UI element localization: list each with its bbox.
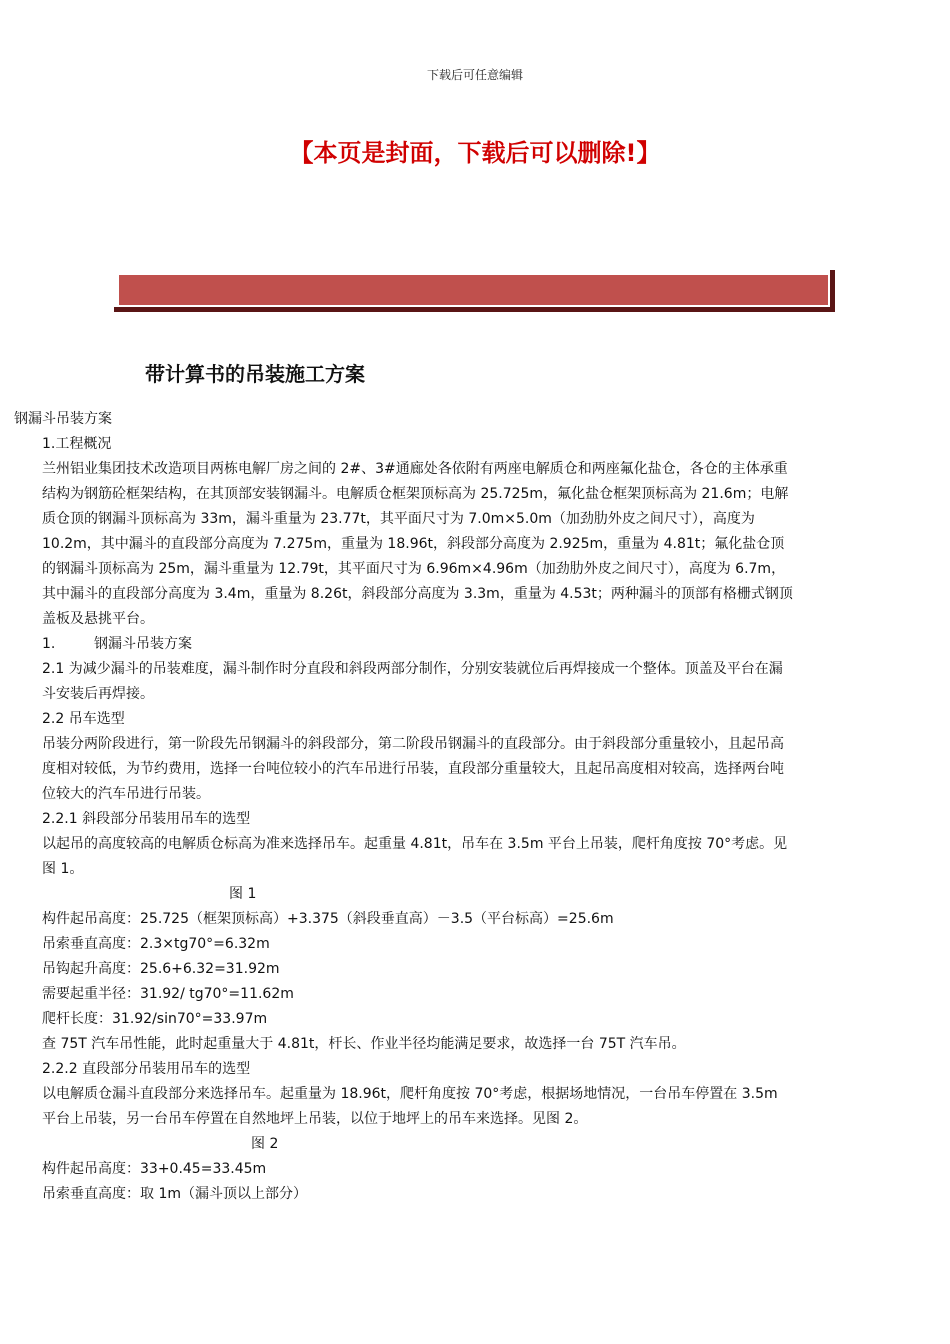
calc-line: 构件起吊高度：25.725（框架顶标高）+3.375（斜段垂直高）－3.5（平台标高）=25.6m	[42, 911, 614, 927]
body-line: 位较大的汽车吊进行吊装。	[42, 786, 210, 802]
body-line: 以起吊的高度较高的电解质仓标高为准来选择吊车。起重量 4.81t，吊车在 3.5m 平台上吊装，爬杆角度按 70°考虑。见	[42, 836, 788, 852]
body-line: 盖板及悬挑平台。	[42, 611, 154, 627]
body-line: 10.2m，其中漏斗的直段部分高度为 7.275m，重量为 18.96t，斜段部分高度为 2.925m，重量为 4.81t；氟化盐仓顶	[42, 536, 785, 552]
section-title: 钢漏斗吊装方案	[94, 636, 192, 652]
banner-bar	[119, 275, 828, 305]
figure-caption: 图 1	[229, 886, 257, 902]
section-heading: 1.工程概况	[42, 436, 112, 452]
body-line: 其中漏斗的直段部分高度为 3.4m，重量为 8.26t，斜段部分高度为 3.3m，重量为 4.53t；两种漏斗的顶部有格栅式钢顶	[42, 586, 793, 602]
body-line: 查 75T 汽车吊性能，此时起重量大于 4.81t，杆长、作业半径均能满足要求，故选择一台 75T 汽车吊。	[42, 1036, 686, 1052]
body-line: 结构为钢筋砼框架结构，在其顶部安装钢漏斗。电解质仓框架顶标高为 25.725m，氟化盐仓框架顶标高为 21.6m；电解	[42, 486, 789, 502]
body-line: 平台上吊装，另一台吊车停置在自然地坪上吊装，以位于地坪上的吊车来选择。见图 2。	[42, 1111, 588, 1127]
body-line: 图 1。	[42, 861, 84, 877]
header-note: 下载后可任意编辑	[426, 68, 523, 82]
body-line: 兰州铝业集团技术改造项目两栋电解厂房之间的 2#、3#通廊处各依附有两座电解质仓和两座氟化盐仓，各仓的主体承重	[42, 461, 788, 477]
body-line: 2.1 为减少漏斗的吊装难度，漏斗制作时分直段和斜段两部分制作，分别安装就位后再焊接成一个整体。顶盖及平台在漏	[42, 661, 783, 677]
calc-line: 吊钩起升高度：25.6+6.32=31.92m	[42, 961, 280, 977]
body-line: 斗安装后再焊接。	[42, 686, 154, 702]
calc-line: 吊索垂直高度：2.3×tg70°=6.32m	[42, 936, 270, 952]
body-line: 吊装分两阶段进行，第一阶段先吊钢漏斗的斜段部分，第二阶段吊钢漏斗的直段部分。由于斜段部分重量较小，且起吊高	[42, 736, 784, 752]
cover-notice: 【本页是封面，下载后可以删除!】	[289, 139, 661, 167]
section-heading	[42, 634, 192, 654]
section-heading: 钢漏斗吊装方案	[14, 411, 112, 427]
calc-line: 需要起重半径：31.92/ tg70°=11.62m	[42, 986, 294, 1002]
body-line: 度相对较低，为节约费用，选择一台吨位较小的汽车吊进行吊装，直段部分重量较大，且起吊高度相对较高，选择两台吨	[42, 761, 784, 777]
document-title: 带计算书的吊装施工方案	[145, 362, 365, 386]
calc-line: 吊索垂直高度：取 1m（漏斗顶以上部分）	[42, 1186, 307, 1202]
figure-caption: 图 2	[251, 1136, 279, 1152]
calc-line: 爬杆长度：31.92/sin70°=33.97m	[42, 1011, 268, 1027]
section-number: 1.	[42, 636, 56, 652]
section-heading: 2.2.2 直段部分吊装用吊车的选型	[42, 1061, 251, 1077]
body-line: 的钢漏斗顶标高为 25m，漏斗重量为 12.79t，其平面尺寸为 6.96m×4.96m（加劲肋外皮之间尺寸），高度为 6.7m，	[42, 561, 786, 577]
calc-line: 构件起吊高度：33+0.45=33.45m	[42, 1161, 267, 1177]
body-line: 以电解质仓漏斗直段部分来选择吊车。起重量为 18.96t，爬杆角度按 70°考虑，根据场地情况，一台吊车停置在 3.5m	[42, 1086, 778, 1102]
section-heading: 2.2 吊车选型	[42, 711, 125, 727]
body-line: 质仓顶的钢漏斗顶标高为 33m，漏斗重量为 23.77t，其平面尺寸为 7.0m×5.0m（加劲肋外皮之间尺寸），高度为	[42, 511, 755, 527]
section-heading: 2.2.1 斜段部分吊装用吊车的选型	[42, 811, 251, 827]
